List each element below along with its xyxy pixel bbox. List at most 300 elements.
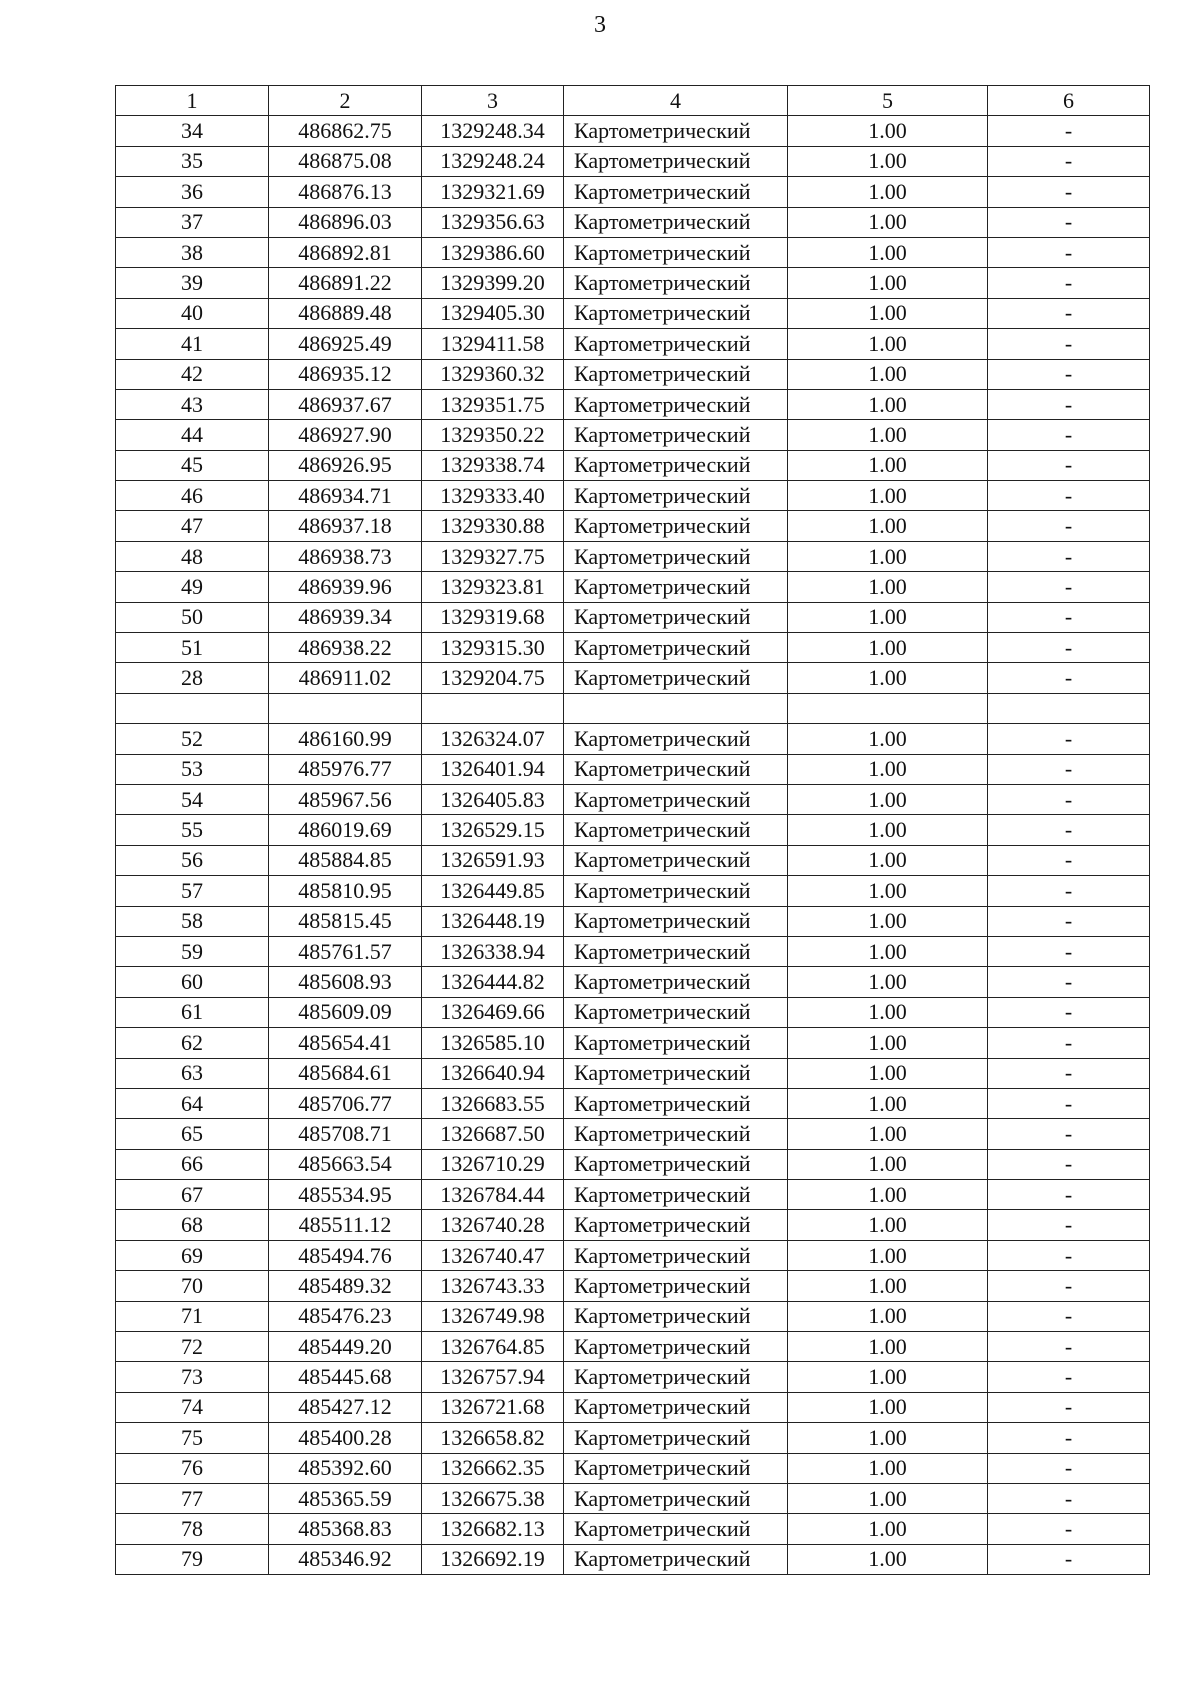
table-row xyxy=(116,693,1150,723)
table-row xyxy=(116,359,1150,389)
x-coordinate-cell: 485654.41 xyxy=(269,1028,422,1058)
point-number-cell: 77 xyxy=(116,1483,269,1513)
table-row xyxy=(116,177,1150,207)
note-cell xyxy=(988,693,1150,723)
method-cell: Картометрический xyxy=(564,1088,788,1118)
accuracy-cell: 1.00 xyxy=(788,936,988,966)
table-row xyxy=(116,268,1150,298)
x-coordinate-cell: 486939.34 xyxy=(269,602,422,632)
y-coordinate-cell: 1329248.24 xyxy=(422,146,564,176)
method-cell: Картометрический xyxy=(564,724,788,754)
point-number-cell: 78 xyxy=(116,1514,269,1544)
header-cell-col-5: 5 xyxy=(788,86,988,116)
point-number-cell: 43 xyxy=(116,389,269,419)
point-number-cell: 72 xyxy=(116,1332,269,1362)
point-number-cell: 74 xyxy=(116,1392,269,1422)
table-row xyxy=(116,1119,1150,1149)
method-cell: Картометрический xyxy=(564,633,788,663)
x-coordinate-cell: 485815.45 xyxy=(269,906,422,936)
y-coordinate-cell: 1329319.68 xyxy=(422,602,564,632)
accuracy-cell: 1.00 xyxy=(788,1149,988,1179)
x-coordinate-cell: 486937.67 xyxy=(269,389,422,419)
header-cell-col-4: 4 xyxy=(564,86,788,116)
accuracy-cell: 1.00 xyxy=(788,420,988,450)
accuracy-cell: 1.00 xyxy=(788,1088,988,1118)
x-coordinate-cell: 485365.59 xyxy=(269,1483,422,1513)
accuracy-cell: 1.00 xyxy=(788,1483,988,1513)
y-coordinate-cell: 1329356.63 xyxy=(422,207,564,237)
x-coordinate-cell: 485427.12 xyxy=(269,1392,422,1422)
table-row xyxy=(116,906,1150,936)
x-coordinate-cell xyxy=(269,693,422,723)
note-cell: - xyxy=(988,1119,1150,1149)
note-cell: - xyxy=(988,1149,1150,1179)
y-coordinate-cell: 1329360.32 xyxy=(422,359,564,389)
point-number-cell: 55 xyxy=(116,815,269,845)
note-cell: - xyxy=(988,541,1150,571)
table-row xyxy=(116,1180,1150,1210)
point-number-cell: 35 xyxy=(116,146,269,176)
y-coordinate-cell: 1326740.47 xyxy=(422,1240,564,1270)
note-cell: - xyxy=(988,1240,1150,1270)
x-coordinate-cell: 486862.75 xyxy=(269,116,422,146)
note-cell: - xyxy=(988,329,1150,359)
accuracy-cell: 1.00 xyxy=(788,1240,988,1270)
point-number-cell: 54 xyxy=(116,784,269,814)
accuracy-cell: 1.00 xyxy=(788,1544,988,1574)
table-row xyxy=(116,1028,1150,1058)
note-cell: - xyxy=(988,1453,1150,1483)
point-number-cell: 70 xyxy=(116,1271,269,1301)
x-coordinate-cell: 486876.13 xyxy=(269,177,422,207)
x-coordinate-cell: 485761.57 xyxy=(269,936,422,966)
table-row xyxy=(116,450,1150,480)
x-coordinate-cell: 485609.09 xyxy=(269,997,422,1027)
point-number-cell: 49 xyxy=(116,572,269,602)
y-coordinate-cell xyxy=(422,693,564,723)
table-row xyxy=(116,1392,1150,1422)
accuracy-cell: 1.00 xyxy=(788,1271,988,1301)
method-cell: Картометрический xyxy=(564,754,788,784)
note-cell: - xyxy=(988,268,1150,298)
point-number-cell: 64 xyxy=(116,1088,269,1118)
y-coordinate-cell: 1326662.35 xyxy=(422,1453,564,1483)
note-cell: - xyxy=(988,784,1150,814)
y-coordinate-cell: 1326721.68 xyxy=(422,1392,564,1422)
x-coordinate-cell: 486160.99 xyxy=(269,724,422,754)
y-coordinate-cell: 1329321.69 xyxy=(422,177,564,207)
method-cell: Картометрический xyxy=(564,146,788,176)
accuracy-cell: 1.00 xyxy=(788,784,988,814)
point-number-cell: 65 xyxy=(116,1119,269,1149)
table-row xyxy=(116,298,1150,328)
method-cell: Картометрический xyxy=(564,329,788,359)
x-coordinate-cell: 486937.18 xyxy=(269,511,422,541)
note-cell: - xyxy=(988,906,1150,936)
y-coordinate-cell: 1329405.30 xyxy=(422,298,564,328)
x-coordinate-cell: 485400.28 xyxy=(269,1423,422,1453)
point-number-cell: 48 xyxy=(116,541,269,571)
y-coordinate-cell: 1326469.66 xyxy=(422,997,564,1027)
note-cell: - xyxy=(988,420,1150,450)
method-cell: Картометрический xyxy=(564,420,788,450)
header-cell-col-3: 3 xyxy=(422,86,564,116)
y-coordinate-cell: 1326710.29 xyxy=(422,1149,564,1179)
accuracy-cell: 1.00 xyxy=(788,511,988,541)
x-coordinate-cell: 485449.20 xyxy=(269,1332,422,1362)
method-cell: Картометрический xyxy=(564,1028,788,1058)
method-cell: Картометрический xyxy=(564,481,788,511)
x-coordinate-cell: 485511.12 xyxy=(269,1210,422,1240)
method-cell: Картометрический xyxy=(564,1483,788,1513)
note-cell: - xyxy=(988,1514,1150,1544)
page-number: 3 xyxy=(594,12,606,38)
point-number-cell: 61 xyxy=(116,997,269,1027)
point-number-cell: 53 xyxy=(116,754,269,784)
note-cell: - xyxy=(988,1332,1150,1362)
accuracy-cell: 1.00 xyxy=(788,754,988,784)
method-cell: Картометрический xyxy=(564,359,788,389)
note-cell: - xyxy=(988,1392,1150,1422)
note-cell: - xyxy=(988,177,1150,207)
accuracy-cell: 1.00 xyxy=(788,268,988,298)
point-number-cell: 36 xyxy=(116,177,269,207)
method-cell: Картометрический xyxy=(564,967,788,997)
method-cell: Картометрический xyxy=(564,298,788,328)
x-coordinate-cell: 486927.90 xyxy=(269,420,422,450)
accuracy-cell: 1.00 xyxy=(788,602,988,632)
y-coordinate-cell: 1326658.82 xyxy=(422,1423,564,1453)
x-coordinate-cell: 486939.96 xyxy=(269,572,422,602)
note-cell: - xyxy=(988,481,1150,511)
y-coordinate-cell: 1326682.13 xyxy=(422,1514,564,1544)
method-cell: Картометрический xyxy=(564,572,788,602)
table-row xyxy=(116,1271,1150,1301)
point-number-cell: 42 xyxy=(116,359,269,389)
y-coordinate-cell: 1326784.44 xyxy=(422,1180,564,1210)
method-cell: Картометрический xyxy=(564,784,788,814)
table-body xyxy=(116,116,1150,1575)
table-row xyxy=(116,481,1150,511)
method-cell: Картометрический xyxy=(564,541,788,571)
accuracy-cell: 1.00 xyxy=(788,389,988,419)
x-coordinate-cell: 485489.32 xyxy=(269,1271,422,1301)
method-cell: Картометрический xyxy=(564,1301,788,1331)
x-coordinate-cell: 485494.76 xyxy=(269,1240,422,1270)
accuracy-cell: 1.00 xyxy=(788,1392,988,1422)
x-coordinate-cell: 486938.22 xyxy=(269,633,422,663)
point-number-cell: 41 xyxy=(116,329,269,359)
note-cell: - xyxy=(988,116,1150,146)
header-cell-col-2: 2 xyxy=(269,86,422,116)
point-number-cell: 60 xyxy=(116,967,269,997)
y-coordinate-cell: 1326529.15 xyxy=(422,815,564,845)
accuracy-cell: 1.00 xyxy=(788,663,988,693)
header-cell-col-6: 6 xyxy=(988,86,1150,116)
table-row xyxy=(116,1483,1150,1513)
method-cell: Картометрический xyxy=(564,1392,788,1422)
x-coordinate-cell: 485967.56 xyxy=(269,784,422,814)
accuracy-cell: 1.00 xyxy=(788,359,988,389)
method-cell: Картометрический xyxy=(564,1332,788,1362)
note-cell: - xyxy=(988,359,1150,389)
table-row xyxy=(116,602,1150,632)
table-row xyxy=(116,1423,1150,1453)
note-cell: - xyxy=(988,146,1150,176)
method-cell: Картометрический xyxy=(564,602,788,632)
method-cell: Картометрический xyxy=(564,1149,788,1179)
table-row xyxy=(116,815,1150,845)
y-coordinate-cell: 1326687.50 xyxy=(422,1119,564,1149)
point-number-cell: 45 xyxy=(116,450,269,480)
x-coordinate-cell: 485706.77 xyxy=(269,1088,422,1118)
x-coordinate-cell: 485445.68 xyxy=(269,1362,422,1392)
y-coordinate-cell: 1326448.19 xyxy=(422,906,564,936)
table-row xyxy=(116,1453,1150,1483)
table-row xyxy=(116,146,1150,176)
table-row xyxy=(116,876,1150,906)
y-coordinate-cell: 1326338.94 xyxy=(422,936,564,966)
y-coordinate-cell: 1329351.75 xyxy=(422,389,564,419)
coordinates-table xyxy=(115,85,1150,1575)
accuracy-cell: 1.00 xyxy=(788,207,988,237)
method-cell: Картометрический xyxy=(564,1240,788,1270)
method-cell: Картометрический xyxy=(564,997,788,1027)
table-row xyxy=(116,511,1150,541)
table-row xyxy=(116,1149,1150,1179)
x-coordinate-cell: 486889.48 xyxy=(269,298,422,328)
y-coordinate-cell: 1326749.98 xyxy=(422,1301,564,1331)
point-number-cell: 47 xyxy=(116,511,269,541)
method-cell: Картометрический xyxy=(564,845,788,875)
table-row xyxy=(116,389,1150,419)
point-number-cell: 51 xyxy=(116,633,269,663)
method-cell: Картометрический xyxy=(564,1423,788,1453)
x-coordinate-cell: 486934.71 xyxy=(269,481,422,511)
point-number-cell: 28 xyxy=(116,663,269,693)
y-coordinate-cell: 1326591.93 xyxy=(422,845,564,875)
x-coordinate-cell: 486019.69 xyxy=(269,815,422,845)
accuracy-cell: 1.00 xyxy=(788,481,988,511)
accuracy-cell: 1.00 xyxy=(788,177,988,207)
method-cell: Картометрический xyxy=(564,1453,788,1483)
x-coordinate-cell: 486926.95 xyxy=(269,450,422,480)
y-coordinate-cell: 1329350.22 xyxy=(422,420,564,450)
note-cell: - xyxy=(988,1088,1150,1118)
accuracy-cell: 1.00 xyxy=(788,1332,988,1362)
table-row xyxy=(116,1301,1150,1331)
point-number-cell: 59 xyxy=(116,936,269,966)
table-row xyxy=(116,1210,1150,1240)
note-cell: - xyxy=(988,633,1150,663)
note-cell: - xyxy=(988,207,1150,237)
table-row xyxy=(116,207,1150,237)
method-cell: Картометрический xyxy=(564,268,788,298)
note-cell: - xyxy=(988,237,1150,267)
x-coordinate-cell: 486938.73 xyxy=(269,541,422,571)
method-cell: Картометрический xyxy=(564,450,788,480)
accuracy-cell: 1.00 xyxy=(788,815,988,845)
accuracy-cell: 1.00 xyxy=(788,1028,988,1058)
note-cell: - xyxy=(988,389,1150,419)
note-cell: - xyxy=(988,298,1150,328)
table-row xyxy=(116,1362,1150,1392)
x-coordinate-cell: 485534.95 xyxy=(269,1180,422,1210)
y-coordinate-cell: 1329386.60 xyxy=(422,237,564,267)
accuracy-cell: 1.00 xyxy=(788,1180,988,1210)
method-cell: Картометрический xyxy=(564,116,788,146)
method-cell: Картометрический xyxy=(564,1058,788,1088)
note-cell: - xyxy=(988,1028,1150,1058)
method-cell: Картометрический xyxy=(564,511,788,541)
x-coordinate-cell: 485810.95 xyxy=(269,876,422,906)
note-cell: - xyxy=(988,450,1150,480)
y-coordinate-cell: 1329411.58 xyxy=(422,329,564,359)
accuracy-cell: 1.00 xyxy=(788,633,988,663)
y-coordinate-cell: 1329330.88 xyxy=(422,511,564,541)
note-cell: - xyxy=(988,1210,1150,1240)
y-coordinate-cell: 1326743.33 xyxy=(422,1271,564,1301)
x-coordinate-cell: 486911.02 xyxy=(269,663,422,693)
point-number-cell: 63 xyxy=(116,1058,269,1088)
method-cell: Картометрический xyxy=(564,1362,788,1392)
method-cell: Картометрический xyxy=(564,906,788,936)
x-coordinate-cell: 485368.83 xyxy=(269,1514,422,1544)
point-number-cell: 44 xyxy=(116,420,269,450)
point-number-cell: 56 xyxy=(116,845,269,875)
x-coordinate-cell: 485346.92 xyxy=(269,1544,422,1574)
y-coordinate-cell: 1329315.30 xyxy=(422,633,564,663)
point-number-cell: 76 xyxy=(116,1453,269,1483)
y-coordinate-cell: 1326683.55 xyxy=(422,1088,564,1118)
table-row xyxy=(116,1514,1150,1544)
point-number-cell: 75 xyxy=(116,1423,269,1453)
point-number-cell xyxy=(116,693,269,723)
y-coordinate-cell: 1329204.75 xyxy=(422,663,564,693)
y-coordinate-cell: 1326740.28 xyxy=(422,1210,564,1240)
table-row xyxy=(116,724,1150,754)
note-cell: - xyxy=(988,572,1150,602)
y-coordinate-cell: 1326675.38 xyxy=(422,1483,564,1513)
note-cell: - xyxy=(988,754,1150,784)
table-row xyxy=(116,1088,1150,1118)
method-cell: Картометрический xyxy=(564,876,788,906)
table-row xyxy=(116,1332,1150,1362)
accuracy-cell: 1.00 xyxy=(788,1301,988,1331)
note-cell: - xyxy=(988,724,1150,754)
table-row xyxy=(116,967,1150,997)
note-cell: - xyxy=(988,936,1150,966)
table-row xyxy=(116,420,1150,450)
method-cell: Картометрический xyxy=(564,1544,788,1574)
accuracy-cell: 1.00 xyxy=(788,876,988,906)
coordinates-table-container xyxy=(115,85,1149,1575)
y-coordinate-cell: 1326757.94 xyxy=(422,1362,564,1392)
note-cell: - xyxy=(988,876,1150,906)
table-row xyxy=(116,845,1150,875)
table-row xyxy=(116,784,1150,814)
note-cell: - xyxy=(988,1544,1150,1574)
method-cell: Картометрический xyxy=(564,1271,788,1301)
note-cell: - xyxy=(988,997,1150,1027)
x-coordinate-cell: 485976.77 xyxy=(269,754,422,784)
table-header-row xyxy=(116,86,1150,116)
accuracy-cell: 1.00 xyxy=(788,1423,988,1453)
note-cell: - xyxy=(988,1180,1150,1210)
y-coordinate-cell: 1326764.85 xyxy=(422,1332,564,1362)
table-row xyxy=(116,997,1150,1027)
method-cell: Картометрический xyxy=(564,237,788,267)
accuracy-cell: 1.00 xyxy=(788,298,988,328)
method-cell: Картометрический xyxy=(564,177,788,207)
point-number-cell: 73 xyxy=(116,1362,269,1392)
table-row xyxy=(116,541,1150,571)
x-coordinate-cell: 486891.22 xyxy=(269,268,422,298)
point-number-cell: 38 xyxy=(116,237,269,267)
table-row xyxy=(116,116,1150,146)
y-coordinate-cell: 1326692.19 xyxy=(422,1544,564,1574)
y-coordinate-cell: 1329323.81 xyxy=(422,572,564,602)
x-coordinate-cell: 485608.93 xyxy=(269,967,422,997)
header-cell-col-1: 1 xyxy=(116,86,269,116)
x-coordinate-cell: 485884.85 xyxy=(269,845,422,875)
point-number-cell: 39 xyxy=(116,268,269,298)
accuracy-cell: 1.00 xyxy=(788,845,988,875)
accuracy-cell: 1.00 xyxy=(788,116,988,146)
point-number-cell: 71 xyxy=(116,1301,269,1331)
point-number-cell: 62 xyxy=(116,1028,269,1058)
method-cell: Картометрический xyxy=(564,1119,788,1149)
point-number-cell: 34 xyxy=(116,116,269,146)
x-coordinate-cell: 485708.71 xyxy=(269,1119,422,1149)
y-coordinate-cell: 1329327.75 xyxy=(422,541,564,571)
point-number-cell: 57 xyxy=(116,876,269,906)
note-cell: - xyxy=(988,1058,1150,1088)
point-number-cell: 52 xyxy=(116,724,269,754)
y-coordinate-cell: 1329333.40 xyxy=(422,481,564,511)
y-coordinate-cell: 1329248.34 xyxy=(422,116,564,146)
y-coordinate-cell: 1326401.94 xyxy=(422,754,564,784)
accuracy-cell: 1.00 xyxy=(788,906,988,936)
y-coordinate-cell: 1329338.74 xyxy=(422,450,564,480)
point-number-cell: 69 xyxy=(116,1240,269,1270)
method-cell: Картометрический xyxy=(564,936,788,966)
x-coordinate-cell: 486892.81 xyxy=(269,237,422,267)
table-row xyxy=(116,1544,1150,1574)
accuracy-cell: 1.00 xyxy=(788,1119,988,1149)
point-number-cell: 58 xyxy=(116,906,269,936)
accuracy-cell: 1.00 xyxy=(788,1058,988,1088)
accuracy-cell: 1.00 xyxy=(788,997,988,1027)
x-coordinate-cell: 486896.03 xyxy=(269,207,422,237)
note-cell: - xyxy=(988,1423,1150,1453)
table-row xyxy=(116,1240,1150,1270)
accuracy-cell: 1.00 xyxy=(788,1210,988,1240)
point-number-cell: 68 xyxy=(116,1210,269,1240)
method-cell: Картометрический xyxy=(564,1210,788,1240)
method-cell: Картометрический xyxy=(564,1514,788,1544)
table-row xyxy=(116,663,1150,693)
note-cell: - xyxy=(988,1301,1150,1331)
y-coordinate-cell: 1329399.20 xyxy=(422,268,564,298)
table-row xyxy=(116,572,1150,602)
y-coordinate-cell: 1326640.94 xyxy=(422,1058,564,1088)
table-row xyxy=(116,329,1150,359)
x-coordinate-cell: 485476.23 xyxy=(269,1301,422,1331)
note-cell: - xyxy=(988,967,1150,997)
y-coordinate-cell: 1326324.07 xyxy=(422,724,564,754)
note-cell: - xyxy=(988,663,1150,693)
